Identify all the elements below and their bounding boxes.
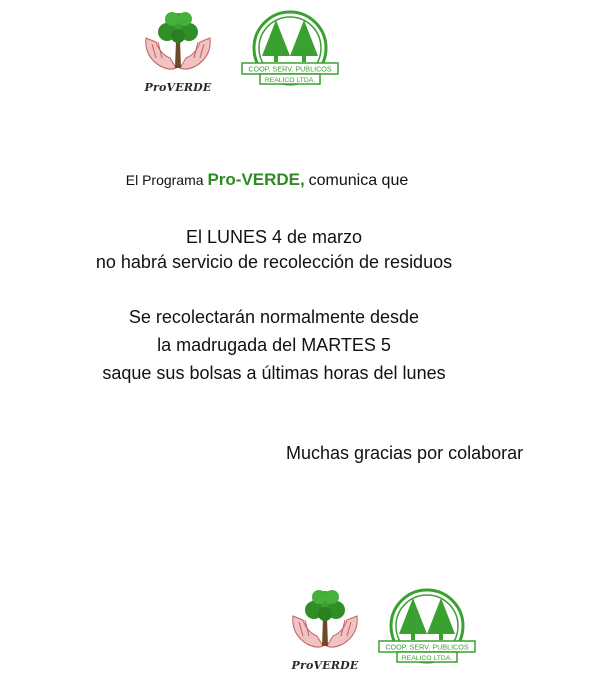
- notice-line-1: El LUNES 4 de marzo: [185, 227, 363, 247]
- proverde-logo-footer: [287, 586, 363, 672]
- coop-logo-footer: [375, 586, 479, 672]
- pine-trees-icon: [238, 8, 342, 94]
- notice-line-4: la madrugada del MARTES 5: [157, 335, 391, 355]
- notice-line-2: no habrá servicio de recolección de residuos: [95, 252, 453, 272]
- thanks-message: Muchas gracias por colaborar: [286, 443, 524, 463]
- intro-line: [0, 170, 534, 190]
- proverde-logo: [140, 8, 216, 94]
- proverde-caption-footer: ProVERDE: [291, 659, 359, 672]
- tree-hands-icon: [140, 8, 216, 78]
- notice-line-5: saque sus bolsas a últimas horas del lunes: [102, 363, 446, 383]
- pine-trees-icon: [375, 586, 479, 672]
- intro-brand: Pro-VERDE,: [207, 170, 305, 189]
- coop-city-text: REALICO LTDA.: [264, 77, 316, 84]
- intro-suffix: comunica que: [308, 172, 409, 189]
- proverde-caption: ProVERDE: [144, 81, 212, 94]
- intro-prefix: El Programa: [125, 172, 204, 188]
- header-logos: [140, 8, 342, 94]
- tree-hands-icon: [287, 586, 363, 656]
- coop-logo: [238, 8, 342, 94]
- footer-logos: [287, 586, 479, 672]
- coop-city-text-footer: REALICO LTDA.: [401, 655, 453, 662]
- coop-name-text: COOP. SERV. PUBLICOS: [248, 64, 332, 74]
- coop-name-text-footer: COOP. SERV. PUBLICOS: [385, 642, 469, 652]
- notice-line-3: Se recolectarán normalmente desde: [128, 307, 420, 327]
